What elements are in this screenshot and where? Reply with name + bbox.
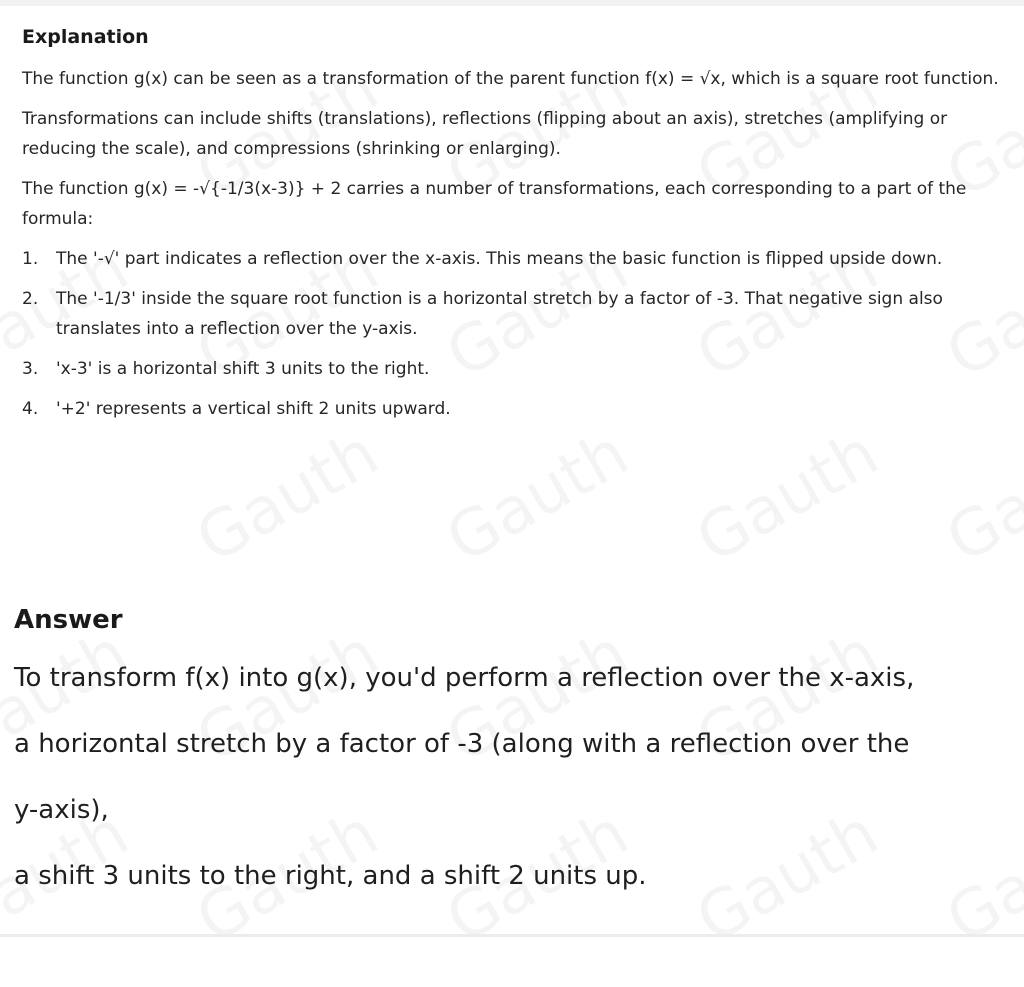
watermark — [935, 416, 1024, 578]
explanation-section — [22, 26, 1012, 434]
watermark — [685, 416, 891, 578]
answer-line: y-axis), — [14, 795, 109, 825]
list-item — [22, 244, 1012, 274]
step-text: 'x-3' is a horizontal shift 3 units to the right. — [56, 359, 430, 379]
watermark — [435, 416, 641, 578]
step-number: 1. — [22, 249, 39, 269]
watermark — [185, 416, 391, 578]
step-number: 4. — [22, 399, 39, 419]
list-item — [22, 394, 1012, 424]
answer-line: To transform f(x) into g(x), you'd perform a reflection over the x-axis, — [14, 663, 915, 693]
step-number: 2. — [22, 289, 39, 309]
answer-heading: Answer — [14, 605, 123, 635]
step-text: The '-1/3' inside the square root function is a horizontal stretch by a factor of -3. That negative sign also translates into a reflection over the y-axis. — [56, 289, 943, 339]
answer-line: a horizontal stretch by a factor of -3 (along with a reflection over the — [14, 729, 910, 759]
step-text: The '-√' part indicates a reflection over the x-axis. This means the basic function is flipped upside down. — [56, 249, 943, 269]
explanation-heading: Explanation — [22, 26, 149, 48]
list-item — [22, 354, 1012, 384]
list-item — [22, 284, 1012, 344]
bottom-divider — [0, 934, 1024, 937]
transformation-steps-list — [22, 244, 1012, 424]
top-divider — [0, 0, 1024, 6]
answer-section — [14, 602, 1014, 924]
step-text: '+2' represents a vertical shift 2 units upward. — [56, 399, 451, 419]
step-number: 3. — [22, 359, 39, 379]
explanation-paragraph: The function g(x) = -√{-1/3(x-3)} + 2 carries a number of transformations, each corresponding to a part of the formula: — [22, 179, 967, 229]
answer-line: a shift 3 units to the right, and a shift 2 units up. — [14, 861, 647, 891]
explanation-paragraph: Transformations can include shifts (translations), reflections (flipping about an axis), stretches (amplifying or reducing the scale), and compressions (shrinking or enlarging). — [22, 109, 948, 159]
explanation-paragraph: The function g(x) can be seen as a transformation of the parent function f(x) = √x, which is a square root function. — [22, 69, 999, 89]
